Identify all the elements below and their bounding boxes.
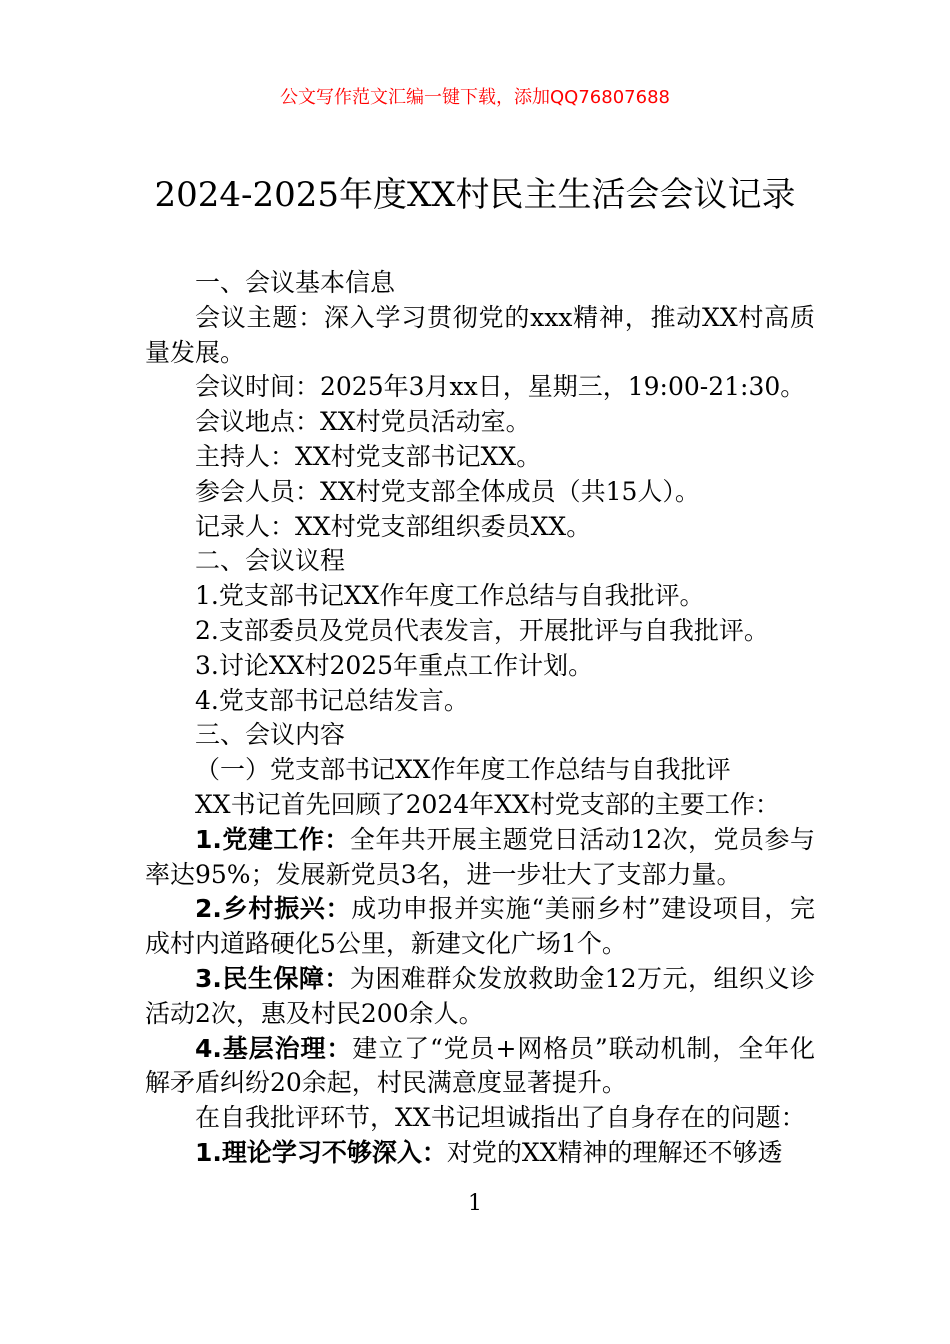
work-item-text: 成功申报并实施“美丽乡村”建设项目，完成村内道路硬化5公里，新建文化广场1个。 [145, 894, 815, 959]
agenda-item: 2.支部委员及党员代表发言，开展批评与自我批评。 [195, 615, 769, 645]
meeting-host: 主持人：XX村党支部书记XX。 [195, 441, 542, 471]
agenda-item: 4.党支部书记总结发言。 [195, 685, 469, 715]
work-item-text: 建立了“党员+网格员”联动机制，全年化解矛盾纠纷20余起，村民满意度显著提升。 [145, 1033, 815, 1098]
criticism-intro: 在自我批评环节，XX书记坦诚指出了自身存在的问题： [195, 1103, 806, 1133]
work-item-party-building [145, 823, 815, 893]
agenda-item: 3.讨论XX村2025年重点工作计划。 [195, 650, 594, 680]
meeting-time: 会议时间：2025年3月xx日，星期三，19:00-21:30。 [195, 372, 806, 402]
work-item-governance [145, 1032, 815, 1102]
document-title: 2024-2025年度XX村民主生活会会议记录 [154, 175, 796, 215]
work-item-text: 全年共开展主题党日活动12次，党员参与率达95%；发展新党员3名，进一步壮大了支部力量。 [145, 824, 815, 889]
meeting-recorder: 记录人：XX村党支部组织委员XX。 [195, 511, 592, 541]
section-heading-agenda: 二、会议议程 [195, 546, 346, 576]
meeting-place: 会议地点：XX村党员活动室。 [195, 407, 531, 437]
work-item-label: 3.民生保障： [195, 963, 350, 993]
agenda-item: 1.党支部书记XX作年度工作总结与自我批评。 [195, 581, 705, 611]
problem-item-theory-study [145, 1136, 815, 1171]
page-number: 1 [468, 1191, 482, 1216]
problem-item-text: 对党的XX精神的理解还不够透 [446, 1137, 783, 1167]
work-item-rural-revitalization [145, 892, 815, 962]
work-item-text: 为困难群众发放救助金12万元，组织义诊活动2次，惠及村民200余人。 [145, 963, 815, 1028]
section-heading-content: 三、会议内容 [195, 720, 346, 750]
work-item-label: 2.乡村振兴： [195, 894, 352, 924]
work-item-label: 4.基层治理： [195, 1033, 353, 1063]
meeting-attendees: 参会人员：XX村党支部全体成员（共15人）。 [195, 476, 700, 506]
meeting-topic: 会议主题：深入学习贯彻党的xxx精神，推动XX村高质量发展。 [145, 302, 815, 367]
watermark-text: 公文写作范文汇编一键下载，添加QQ76807688 [280, 87, 670, 108]
problem-item-label: 1.理论学习不够深入： [195, 1137, 447, 1167]
section-heading-basic-info: 一、会议基本信息 [195, 268, 396, 297]
document-body [145, 266, 815, 1171]
sub-heading-summary: （一）党支部书记XX作年度工作总结与自我批评 [195, 755, 731, 785]
review-intro: XX书记首先回顾了2024年XX村党支部的主要工作： [195, 789, 780, 819]
work-item-livelihood [145, 962, 815, 1032]
work-item-label: 1.党建工作： [195, 824, 350, 854]
